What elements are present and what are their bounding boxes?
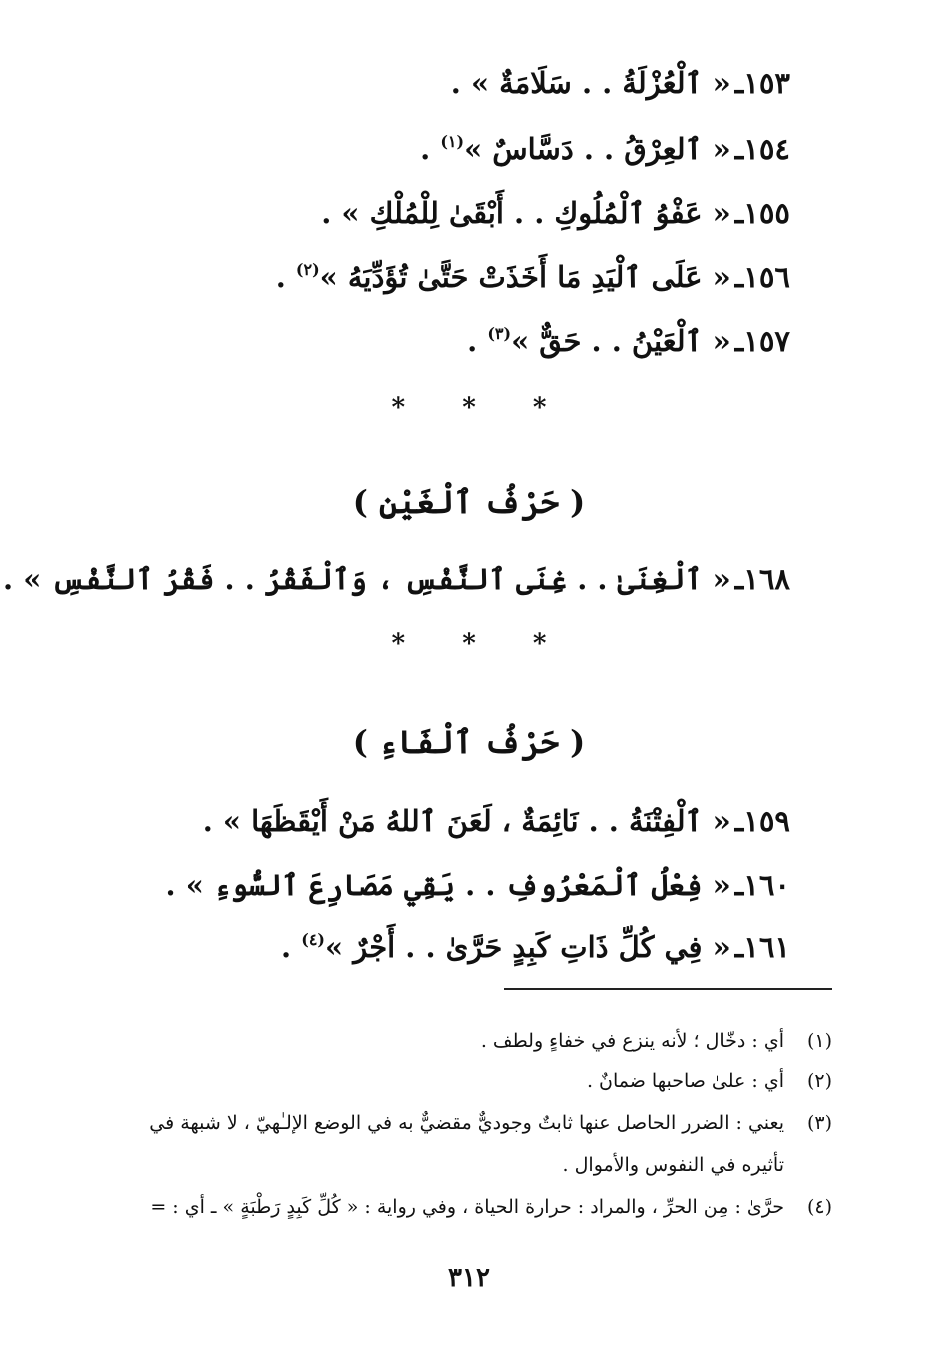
entry-number: ١٥٧ـ [734, 324, 790, 358]
entry-number: ١٥٣ـ [734, 66, 790, 100]
entry-text: « عَفْوُ ٱلْمُلُوكِ . . أَبْقَىٰ لِلْمُلْكِ » . [321, 196, 731, 230]
footnote-mark: (٢) [806, 1070, 832, 1092]
entry-155 [90, 186, 790, 240]
footnote-ref[interactable]: (٤) [301, 930, 325, 949]
footnote-mark: (٤) [806, 1196, 832, 1218]
entry-tail: . [281, 930, 302, 964]
entry-number: ١٦١ـ [734, 930, 790, 964]
entry-text: « ٱلْغِنَىٰ . . غِنَى ٱلنَّفْسِ ، وَٱلْفَقْرُ . . فَقْرُ ٱلنَّفْسِ » . [3, 562, 731, 596]
entry-153 [90, 56, 790, 110]
entry-text: « فِي كُلِّ ذَاتِ كَبِدٍ حَرَّىٰ . . أَجْرٌ » [324, 930, 731, 964]
section-heading-ghain: ( حَرْفُ ٱلْغَيْنِ ) [352, 483, 586, 521]
entry-number: ١٥٩ـ [734, 804, 790, 838]
footnote-1 [72, 1024, 832, 1058]
entry-number: ١٥٥ـ [734, 196, 790, 230]
entry-159 [90, 794, 790, 848]
entry-168 [3, 552, 790, 606]
footnote-ref[interactable]: (٣) [487, 324, 512, 343]
footnote-text: حرَّىٰ : مِن الحرِّ ، والمراد : حرارة الحياة ، وفي رواية : « كُلِّ كَبِدٍ رَطْبَةٍ » ـ أي : = [150, 1196, 784, 1218]
section-separator: * * * [391, 629, 571, 659]
footnote-divider [504, 988, 832, 990]
entry-text: « فِعْلُ ٱلْمَعْرُوفِ . . يَقِي مَصَارِعَ ٱلسُّوءِ » . [165, 868, 731, 902]
section-separator: * * * [391, 393, 571, 423]
entry-text: « ٱلْعُزْلَةُ . . سَلَامَةٌ » . [450, 66, 731, 100]
entry-number: ١٦٨ـ [734, 562, 790, 596]
footnote-3-continuation: تأثيره في النفوس والأموال . [562, 1154, 784, 1176]
entry-154 [90, 122, 790, 176]
entry-number: ١٥٦ـ [734, 260, 790, 294]
entry-tail: . [467, 324, 488, 358]
entry-text: « ٱلعِرْقُ . . دَسَّاسٌ » [464, 132, 731, 166]
footnote-text: يعني : الضرر الحاصل عنها ثابتٌ وجوديٌّ مقضيٌّ به في الوضع الإلـٰهيّ ، لا شبهة في [149, 1112, 784, 1134]
entry-160 [90, 858, 790, 912]
entry-161 [90, 920, 790, 974]
footnote-2 [72, 1064, 832, 1098]
page-number: ٣١٢ [448, 1263, 490, 1293]
entry-tail: . [420, 132, 441, 166]
entry-156 [90, 250, 790, 304]
footnote-text: أي : علىٰ صاحبها ضمانٌ . [586, 1070, 784, 1092]
entry-number: ١٦٠ـ [734, 868, 790, 902]
entry-text: « ٱلْعَيْنُ . . حَقٌّ » [511, 324, 731, 358]
footnote-ref[interactable]: (١) [440, 132, 465, 151]
footnote-4 [72, 1190, 832, 1224]
footnote-mark: (٣) [806, 1112, 832, 1134]
footnote-3 [72, 1106, 832, 1140]
footnote-text: أي : دخّال ؛ لأنه ينزع في خفاءٍ ولطف . [480, 1030, 784, 1052]
entry-text: « ٱلْفِتْنَةُ . . نَائِمَةٌ ، لَعَنَ ٱللهُ مَنْ أَيْقَظَهَا » . [202, 804, 731, 838]
entry-number: ١٥٤ـ [734, 132, 790, 166]
footnote-ref[interactable]: (٢) [295, 260, 320, 279]
footnote-mark: (١) [806, 1030, 832, 1052]
entry-text: « عَلَى ٱلْيَدِ مَا أَخَذَتْ حَتَّىٰ تُؤَدِّيَهُ » [319, 260, 731, 294]
section-heading-fa: ( حَرْفُ ٱلْفَاءِ ) [352, 723, 586, 761]
entry-157 [90, 314, 790, 368]
entry-tail: . [275, 260, 296, 294]
